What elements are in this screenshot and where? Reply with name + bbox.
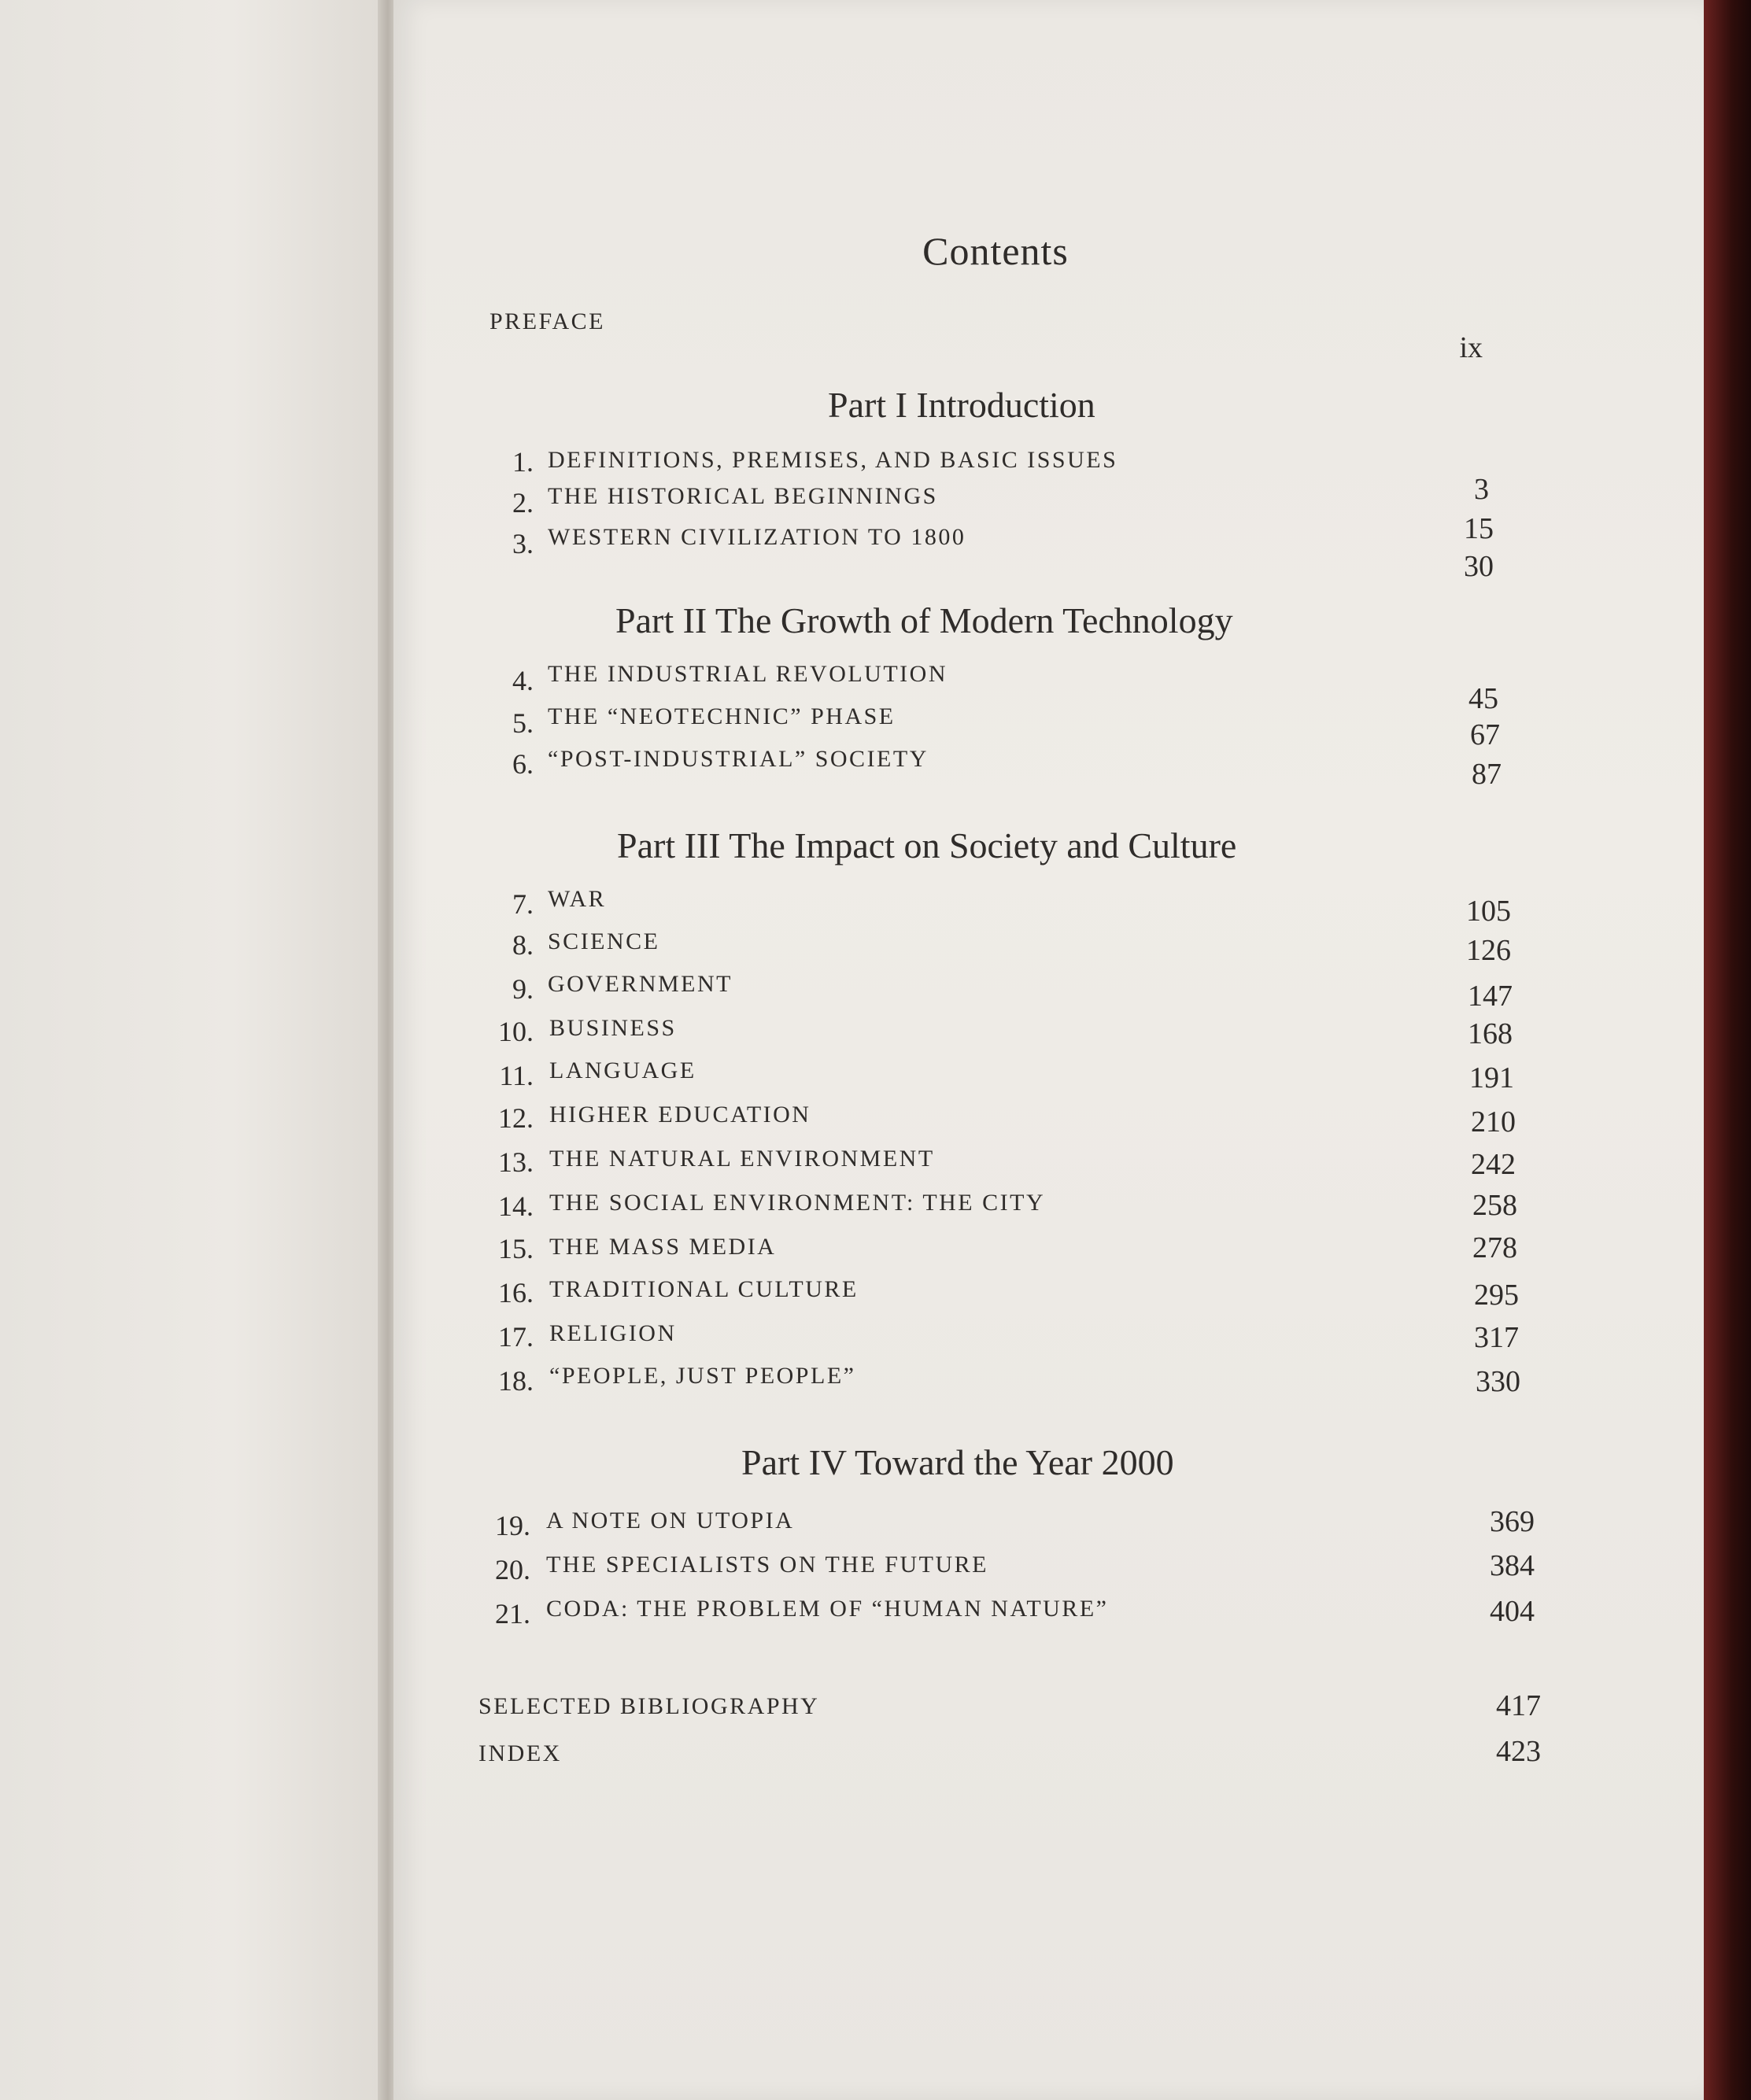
chapter-number: 8. [512, 929, 534, 961]
part-heading: Part I Introduction [828, 385, 1095, 425]
chapter-number: 11. [499, 1060, 534, 1091]
back-matter-label: INDEX [478, 1740, 562, 1766]
chapter-page: 242 [1471, 1148, 1516, 1181]
chapter-page: 87 [1472, 758, 1502, 791]
chapter-page: 45 [1468, 682, 1498, 715]
chapter-number: 15. [498, 1233, 534, 1264]
part-heading: Part II The Growth of Modern Technology [615, 600, 1233, 640]
chapter-number: 1. [512, 446, 534, 478]
chapter-page: 384 [1490, 1549, 1535, 1582]
chapter-title: THE SOCIAL ENVIRONMENT: THE CITY [549, 1190, 1046, 1216]
chapter-number: 4. [512, 665, 534, 696]
chapter-title: THE HISTORICAL BEGINNINGS [548, 483, 938, 509]
chapter-title: THE INDUSTRIAL REVOLUTION [548, 661, 948, 687]
chapter-title: THE SPECIALISTS ON THE FUTURE [546, 1552, 988, 1578]
chapter-title: “POST-INDUSTRIAL” SOCIETY [548, 746, 929, 772]
chapter-page: 369 [1490, 1505, 1535, 1538]
chapter-title: THE “NEOTECHNIC” PHASE [548, 703, 896, 729]
chapter-number: 21. [495, 1598, 530, 1629]
front-matter-page: ix [1459, 331, 1483, 364]
chapter-number: 2. [512, 487, 534, 519]
chapter-number: 9. [512, 973, 534, 1005]
chapter-title: LANGUAGE [549, 1057, 696, 1083]
chapter-number: 7. [512, 888, 534, 920]
chapter-number: 20. [495, 1554, 530, 1585]
chapter-title: DEFINITIONS, PREMISES, AND BASIC ISSUES [548, 447, 1118, 473]
chapter-title: RELIGION [549, 1320, 677, 1346]
chapter-number: 10. [498, 1016, 534, 1047]
back-matter-page: 423 [1496, 1735, 1541, 1768]
chapter-number: 5. [512, 707, 534, 739]
chapter-title: A NOTE ON UTOPIA [546, 1508, 795, 1533]
chapter-number: 12. [498, 1102, 534, 1134]
chapter-page: 330 [1476, 1365, 1520, 1398]
chapter-page: 191 [1469, 1061, 1514, 1094]
part-heading: Part III The Impact on Society and Culture [617, 825, 1237, 865]
chapter-title: HIGHER EDUCATION [549, 1102, 811, 1128]
chapter-page: 295 [1474, 1279, 1519, 1312]
chapter-page: 105 [1466, 895, 1511, 928]
chapter-page: 317 [1474, 1321, 1519, 1354]
chapter-title: BUSINESS [549, 1015, 677, 1041]
chapter-number: 3. [512, 528, 534, 559]
front-matter-label: PREFACE [489, 308, 605, 334]
chapter-number: 6. [512, 748, 534, 780]
chapter-page: 30 [1464, 550, 1494, 583]
chapter-title: SCIENCE [548, 928, 660, 954]
chapter-number: 13. [498, 1146, 534, 1178]
chapter-page: 258 [1472, 1189, 1517, 1222]
chapter-title: THE MASS MEDIA [549, 1234, 777, 1260]
chapter-page: 210 [1471, 1105, 1516, 1139]
chapter-title: GOVERNMENT [548, 971, 733, 997]
chapter-page: 147 [1468, 980, 1513, 1013]
chapter-page: 3 [1474, 473, 1489, 506]
page-title: Contents [922, 229, 1069, 273]
chapter-number: 14. [498, 1190, 534, 1222]
chapter-number: 17. [498, 1321, 534, 1353]
back-matter-label: SELECTED BIBLIOGRAPHY [478, 1693, 820, 1719]
chapter-title: THE NATURAL ENVIRONMENT [549, 1146, 935, 1172]
chapter-title: CODA: THE PROBLEM OF “HUMAN NATURE” [546, 1596, 1109, 1622]
chapter-title: “PEOPLE, JUST PEOPLE” [549, 1363, 856, 1389]
chapter-title: TRADITIONAL CULTURE [549, 1276, 859, 1302]
chapter-page: 404 [1490, 1595, 1535, 1628]
chapter-title: WAR [548, 886, 607, 912]
chapter-number: 18. [498, 1365, 534, 1397]
chapter-number: 19. [495, 1510, 530, 1541]
chapter-page: 278 [1472, 1231, 1517, 1264]
chapter-page: 67 [1470, 718, 1500, 751]
chapter-page: 168 [1468, 1017, 1513, 1050]
chapter-page: 15 [1464, 512, 1494, 545]
back-matter-page: 417 [1496, 1689, 1541, 1722]
chapter-page: 126 [1466, 934, 1511, 967]
chapter-title: WESTERN CIVILIZATION TO 1800 [548, 524, 966, 550]
chapter-number: 16. [498, 1277, 534, 1308]
part-heading: Part IV Toward the Year 2000 [741, 1442, 1174, 1482]
